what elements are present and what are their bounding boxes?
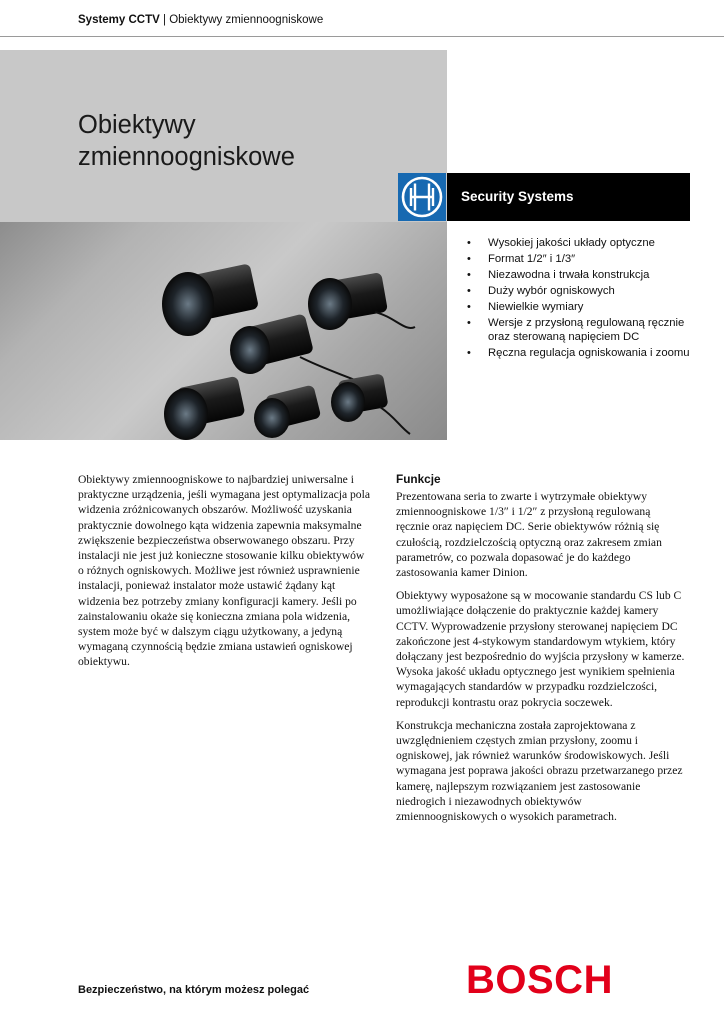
functions-section — [396, 472, 686, 832]
lens-1 — [162, 263, 259, 336]
header-subtitle: Obiektywy zmiennoogniskowe — [169, 14, 324, 26]
lens-photo-illustration — [0, 222, 447, 440]
lens-6 — [331, 373, 410, 434]
product-photo — [0, 222, 447, 440]
document-header — [78, 14, 323, 26]
feature-item: • Niezawodna i trwała konstrukcja — [459, 268, 699, 282]
intro-paragraph: Obiektywy zmiennoogniskowe to najbardziej uniwersalne i praktyczne urządzenia, jeśli wymagana jest optymalizacja pola widzenia zróżnicowanych obszarów. Możliwość uzyskania praktycznie dowolnego kąta widzenia zapewnia maksymalne zwiększenie bezpieczeństwa obserwowanego obszaru. Przy instalacji nie jest już konieczne stosowanie kilku obiektywów o różnych ogniskowych. Możliwe jest również usprawnienie instalacji, ponieważ instalator może ustawić żądany kąt widzenia bez potrzeby zmiany konfiguracji kamery. Jeśli po zainstalowaniu okaże się konieczna zmiana pola widzenia, system może być w dalszym ciągu użytkowany, a jedyną wymaganą czynnością będzie zmiana ustawień ogniskowej obiektywu. — [78, 473, 370, 669]
feature-item: • Wysokiej jakości układy optyczne — [459, 236, 699, 250]
lens-5 — [254, 384, 321, 438]
lens-4 — [164, 376, 245, 440]
feature-item: • Ręczna regulacja ogniskowania i zoomu — [459, 346, 699, 360]
header-divider — [0, 36, 724, 37]
bosch-armature-logo — [398, 173, 446, 221]
feature-item: • Format 1/2″ i 1/3″ — [459, 252, 699, 266]
feature-item: • Duży wybór ogniskowych — [459, 284, 699, 298]
feature-list — [459, 236, 699, 362]
bosch-wordmark: BOSCH — [466, 958, 613, 1002]
title-line-2: zmiennoogniskowe — [78, 143, 295, 171]
feature-item: • Niewielkie wymiary — [459, 300, 699, 314]
functions-paragraph-3: Konstrukcja mechaniczna została zaprojektowana z uwzględnieniem częstych zmian przysłony, zoomu i ogniskowej, jak również warunków środowiskowych. Jeśli wymagana jest poprawa jakości obrazu przetwarzanego przez kamerę, najlepszym rozwiązaniem jest zastosowanie niedrogich i niezawodnych obiektywów zmiennoogniskowych o wysokich parametrach. — [396, 718, 683, 824]
lens-2 — [308, 272, 415, 330]
header-separator: | — [159, 14, 170, 26]
functions-paragraph-1: Prezentowana seria to zwarte i wytrzymałe obiektywy zmiennoogniskowe 1/3″ i 1/2″ z przysłoną regulowaną ręcznie oraz napięciem DC. Serie obiektywów różnią się czułością, rozdzielczością optyczną oraz zakresem zmian parametrów, co pozwala dopasować je do każdego zastosowania kamer Dinion. — [396, 490, 662, 580]
page-title — [78, 109, 295, 173]
title-line-1: Obiektywy — [78, 111, 196, 139]
security-systems-bar — [447, 173, 690, 221]
security-systems-label: Security Systems — [461, 189, 574, 204]
footer-slogan: Bezpieczeństwo, na którym możesz polegać — [78, 984, 310, 996]
functions-paragraph-2: Obiektywy wyposażone są w mocowanie standardu CS lub C umożliwiające dołączenie do praktycznie każdej kamery CCTV. Wyprowadzenie przysłony sterowanej napięciem DC zakończone jest 4-stykowym standardowym wtykiem, który dołączany jest bezpośrednio do wyjścia przysłony w kamerze. Wysoka jakość układu optycznego jest wynikiem spełnienia wymagających standardów w przypadku rozdzielczości, reprodukcji kontrastu oraz pokrycia soczewek. — [396, 589, 685, 709]
bosch-armature-icon — [398, 173, 446, 221]
header-category: Systemy CCTV — [78, 14, 160, 26]
feature-item: • Wersje z przysłoną regulowaną ręcznie oraz sterowaną napięciem DC — [459, 316, 699, 344]
functions-heading: Funkcje — [396, 472, 441, 486]
